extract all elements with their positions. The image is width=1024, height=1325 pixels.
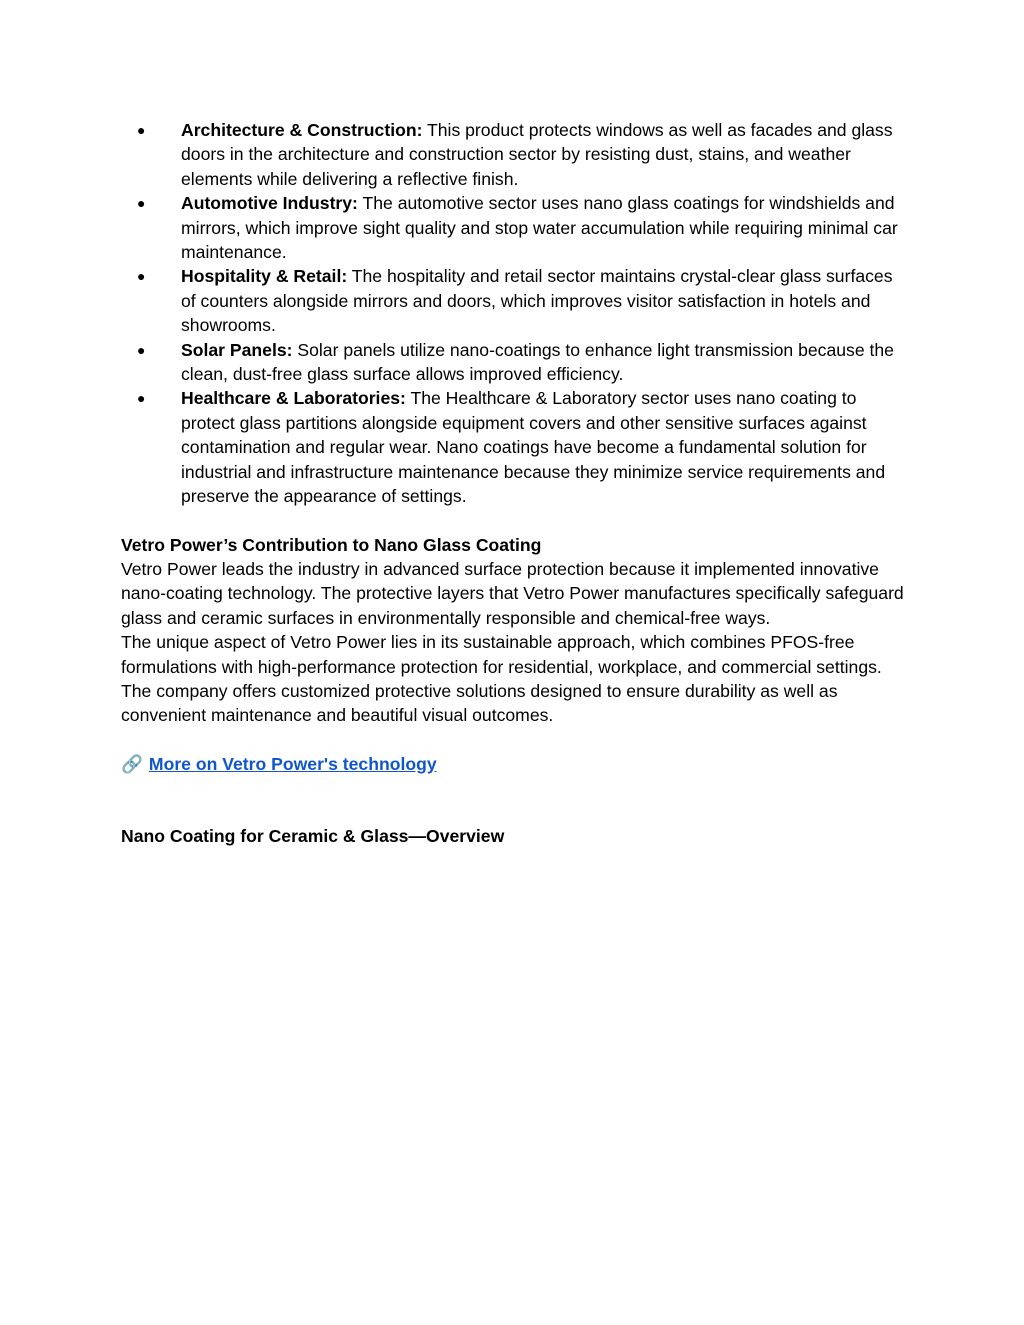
spacer	[121, 728, 911, 752]
list-item	[121, 191, 911, 264]
more-link-row	[121, 752, 911, 776]
more-on-vetro-power-link[interactable]	[121, 754, 437, 774]
list-item	[121, 386, 911, 508]
overview-heading: Nano Coating for Ceramic & Glass—Overview	[121, 826, 505, 847]
list-item-term: Solar Panels:	[181, 339, 293, 360]
link-icon: 🔗	[121, 753, 143, 774]
contribution-paragraph-2: The unique aspect of Vetro Power lies in its sustainable approach, which combines PFOS-free formulations with high-performance protection for residential, workplace, and commercial settings. The company offers customized protective solutions designed to ensure durability as well as convenient maintenance and beautiful visual outcomes.	[121, 632, 882, 726]
bullet-icon: ●	[137, 195, 146, 212]
spacer	[121, 509, 911, 533]
list-item-text: The automotive sector uses nano glass coatings for windshields and mirrors, which improve sight quality and stop water accumulation while requiring minimal car maintenance.	[181, 193, 898, 263]
contribution-heading: Vetro Power’s Contribution to Nano Glass Coating	[121, 534, 542, 555]
contribution-paragraph-1: Vetro Power leads the industry in advanced surface protection because it implemented innovative nano-coating technology. The protective layers that Vetro Power manufactures specifically safeguard glass and ceramic surfaces in environmentally responsible and chemical-free ways.	[121, 558, 904, 628]
document-page	[121, 118, 911, 849]
list-item-text: The Healthcare & Laboratory sector uses nano coating to protect glass partitions alongside equipment covers and other sensitive surfaces against contamination and regular wear. Nano coatings have become a fundamental solution for industrial and infrastructure maintenance because they minimize service requirements and preserve the appearance of settings.	[181, 388, 886, 507]
list-item-term: Automotive Industry:	[181, 193, 358, 214]
bullet-icon: ●	[137, 390, 146, 407]
bullet-icon: ●	[137, 341, 146, 358]
list-item-text: Solar panels utilize nano-coatings to enhance light transmission because the clean, dust-free glass surface allows improved efficiency.	[181, 339, 894, 385]
list-item-text: The hospitality and retail sector maintains crystal-clear glass surfaces of counters alongside mirrors and doors, which improves visitor satisfaction in hotels and showrooms.	[181, 266, 893, 336]
list-item-text: This product protects windows as well as facades and glass doors in the architecture and construction sector by resisting dust, stains, and weather elements while delivering a reflective finish.	[181, 120, 893, 189]
list-item	[121, 118, 911, 191]
bullet-icon: ●	[137, 268, 146, 285]
list-item	[121, 264, 911, 337]
more-link-label: More on Vetro Power's technology	[148, 753, 437, 774]
spacer	[121, 776, 911, 824]
list-item-term: Hospitality & Retail:	[181, 266, 348, 287]
list-item	[121, 338, 911, 387]
bullet-icon: ●	[137, 122, 146, 138]
list-item-term: Healthcare & Laboratories:	[181, 388, 406, 409]
applications-list	[121, 118, 911, 509]
list-item-term: Architecture & Construction:	[181, 120, 423, 140]
